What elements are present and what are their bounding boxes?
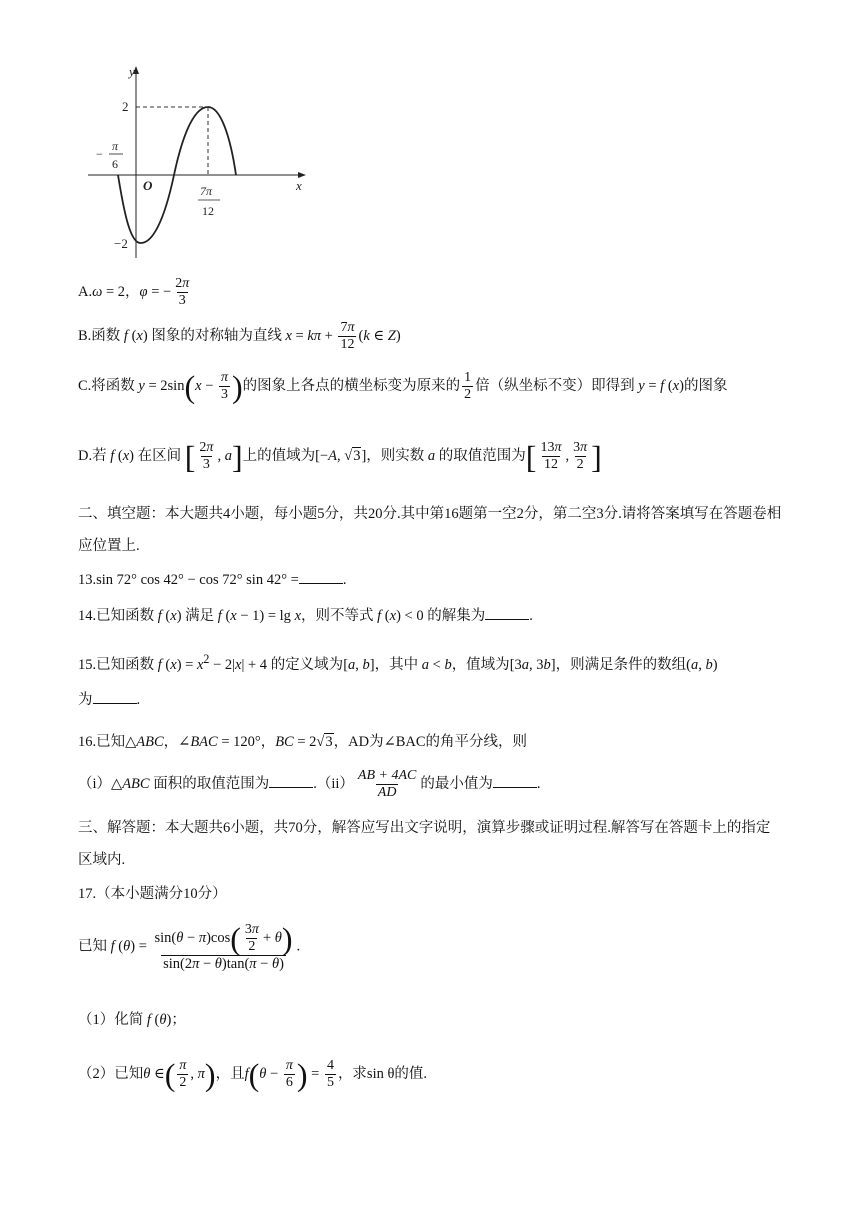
answer-blank xyxy=(269,786,313,788)
question-14: 14.已知函数 f (x) 满足 f (x − 1) = lg x，则不等式 f (x) < 0 的解集为 . xyxy=(78,608,533,624)
section3-heading: 三、解答题：本大题共6小题，共70分，解答应写出文字说明，演算步骤或证明过程.解答写在答题卡上的指定区域内. xyxy=(78,820,771,868)
question-17-part2: （2）已知θ ∈( $\frac{\pi}{2}$ , π)，且f(θ − $\frac{\pi}{6}$ ) = $\frac{4}{5}$ ，求sin θ的值. xyxy=(78,1056,428,1093)
right-den: 12 xyxy=(202,204,214,218)
left-den: 6 xyxy=(112,157,118,171)
question-16: 16.已知△ABC，∠BAC = 120°，BC = 2√3，AD为∠BAC的角平分线，则 xyxy=(78,734,528,750)
x-axis-label: x xyxy=(296,178,302,193)
question-17-given: 已知 f (θ) = sin(θ − π)cos( $\frac{3\pi}{2}$ + θ) sin(2π − θ)tan(π − θ) . xyxy=(78,920,301,972)
option-d: D.若 f (x) 在区间 [ $\frac{2\pi}{3}$ , a]上的值域为[−A, √3]，则实数 a 的取值范围为[ $\frac{13\pi}{12}$ , $\frac{3\pi}{2}$ ] xyxy=(78,438,602,475)
question-17-title: 17.（本小题满分10分） xyxy=(78,886,227,902)
answer-blank xyxy=(299,582,343,584)
left-num: π xyxy=(112,139,119,153)
question-16-parts: （i）△ABC 面积的取值范围为 .（ii） $\frac{AB + 4AC}{AD}$ 的最小值为 . xyxy=(78,768,541,800)
option-b: B.函数 f (x) 图象的对称轴为直线 x = kπ + $\frac{7\pi}{12}$ (k ∈ Z) xyxy=(78,320,401,352)
option-c: C.将函数 y = 2sin(x − $\frac{\pi}{3}$ )的图象上各点的横坐标变为原来的 $\frac{1}{2}$ 倍（纵坐标不变）即得到 y = f (x)的图象 xyxy=(78,368,728,405)
option-a: A.ω = 2，φ = − $\frac{2\pi}{3}$ xyxy=(78,276,190,308)
question-15: 15.已知函数 f $(x) = x^2 - 2|x| + 4$ 的定义域为[a, b]，其中 a < b，值域为[3a, 3b]，则满足条件的数组(a, b) xyxy=(78,652,718,673)
answer-blank xyxy=(93,702,137,704)
y-axis-label: y xyxy=(129,64,135,79)
question-13: 13.sin 72° cos 42° − cos 72° sin 42° = . xyxy=(78,572,347,588)
question-17-part1: （1）化简 f (θ)； xyxy=(78,1012,186,1028)
origin-label: O xyxy=(143,178,153,193)
left-sign: − xyxy=(96,147,103,161)
y-max-label: 2 xyxy=(122,99,129,114)
answer-blank xyxy=(493,786,537,788)
right-num: 7π xyxy=(200,184,213,198)
answer-blank xyxy=(485,618,529,620)
y-min-label: −2 xyxy=(114,236,128,251)
section2-heading: 二、填空题：本大题共4小题，每小题5分，共20分.其中第16题第一空2分，第二空3分.请将答案填写在答题卷相应位置上. xyxy=(78,506,782,554)
question-15-cont: 为 . xyxy=(78,692,141,708)
sine-graph xyxy=(84,62,314,262)
